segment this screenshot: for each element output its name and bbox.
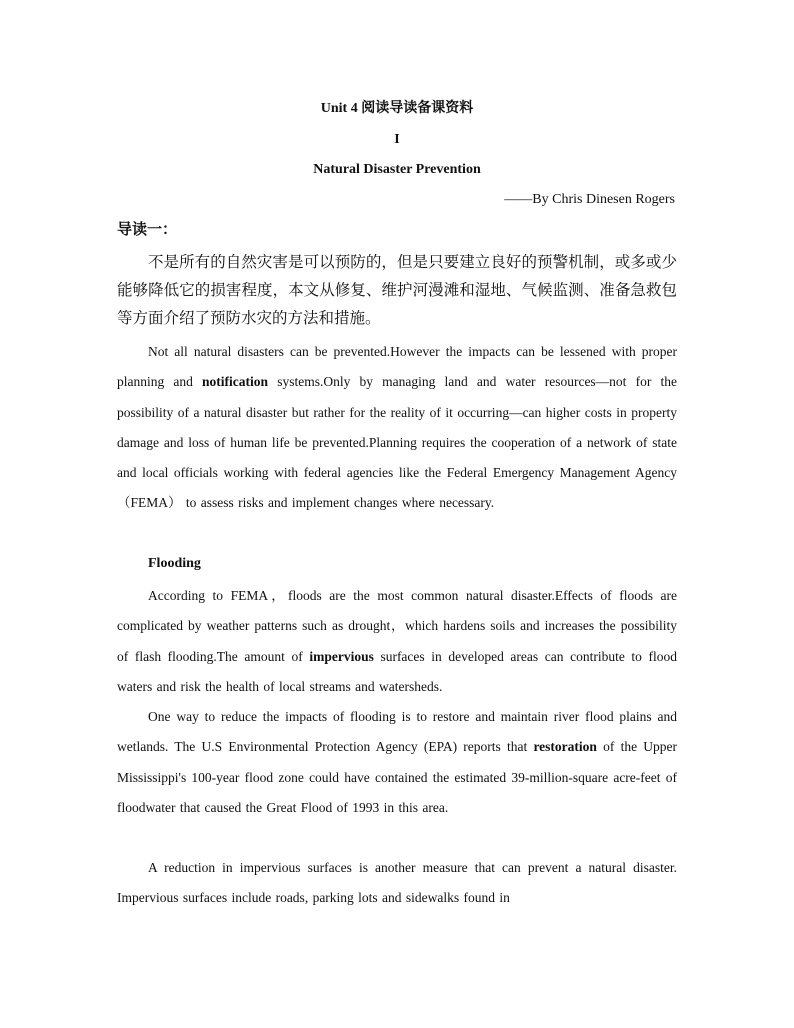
author-byline: ——By Chris Dinesen Rogers (504, 192, 675, 207)
paragraph-text: surfaces in developed areas can contribute to flood waters and risk the health of local streams and watersheds. (117, 648, 678, 694)
paragraph-fema (117, 581, 677, 702)
paragraph-restoration (117, 702, 677, 823)
guide-summary: 不是所有的自然灾害是可以预防的，但是只要建立良好的预警机制，或多或少能够降低它的损害程度，本文从修复、维护河漫滩和湿地、气候监测、准备急救包等方面介绍了预防水灾的方法和措施。 (117, 253, 677, 327)
section-heading-flooding: Flooding (148, 556, 201, 571)
paragraph-text: systems.Only by managing land and water resources—not for the possibility of a natural disaster but rather for the reality of it occurring—can higher costs in property damage and loss of human life be prevented.Planning requires the cooperation of a network of state and local officials working with federal agencies like the Federal Emergency Management Agency（FEMA） to assess risks and implement changes where necessary. (117, 374, 677, 511)
paragraph-impervious-surfaces (117, 853, 677, 914)
keyword-restoration: restoration (533, 739, 597, 755)
keyword-impervious: impervious (309, 648, 374, 664)
guide-label: 导读一： (117, 220, 178, 238)
roman-numeral: I (394, 132, 400, 147)
paragraph-text: of the Upper Mississippi's 100-year flood zone could have contained the estimated 39-million-square acre-feet of floodwater that caused the Great Flood of 1993 in this area. (117, 739, 677, 815)
paragraph-intro (117, 337, 677, 519)
keyword-notification: notification (202, 374, 269, 390)
unit-title: Unit 4 阅读导读备课资料 (320, 101, 474, 116)
article-title: Natural Disaster Prevention (313, 162, 481, 177)
paragraph-text: A reduction in impervious surfaces is another measure that can prevent a natural disaster. Impervious surfaces include roads, parking lots and sidewalks found in (117, 860, 677, 906)
paragraph-text: Not all natural disasters can be prevented.However the impacts can be lessened with proper planning and (117, 344, 677, 390)
paragraph-text: One way to reduce the impacts of flooding is to restore and maintain river flood plains and wetlands. The U.S Environmental Protection Agency (EPA) reports that (117, 709, 677, 755)
paragraph-text: According to FEMA，floods are the most common natural disaster.Effects of floods are complicated by weather patterns such as drought，which hardens soils and increases the possibility of flash flooding.The amount of (117, 588, 677, 664)
